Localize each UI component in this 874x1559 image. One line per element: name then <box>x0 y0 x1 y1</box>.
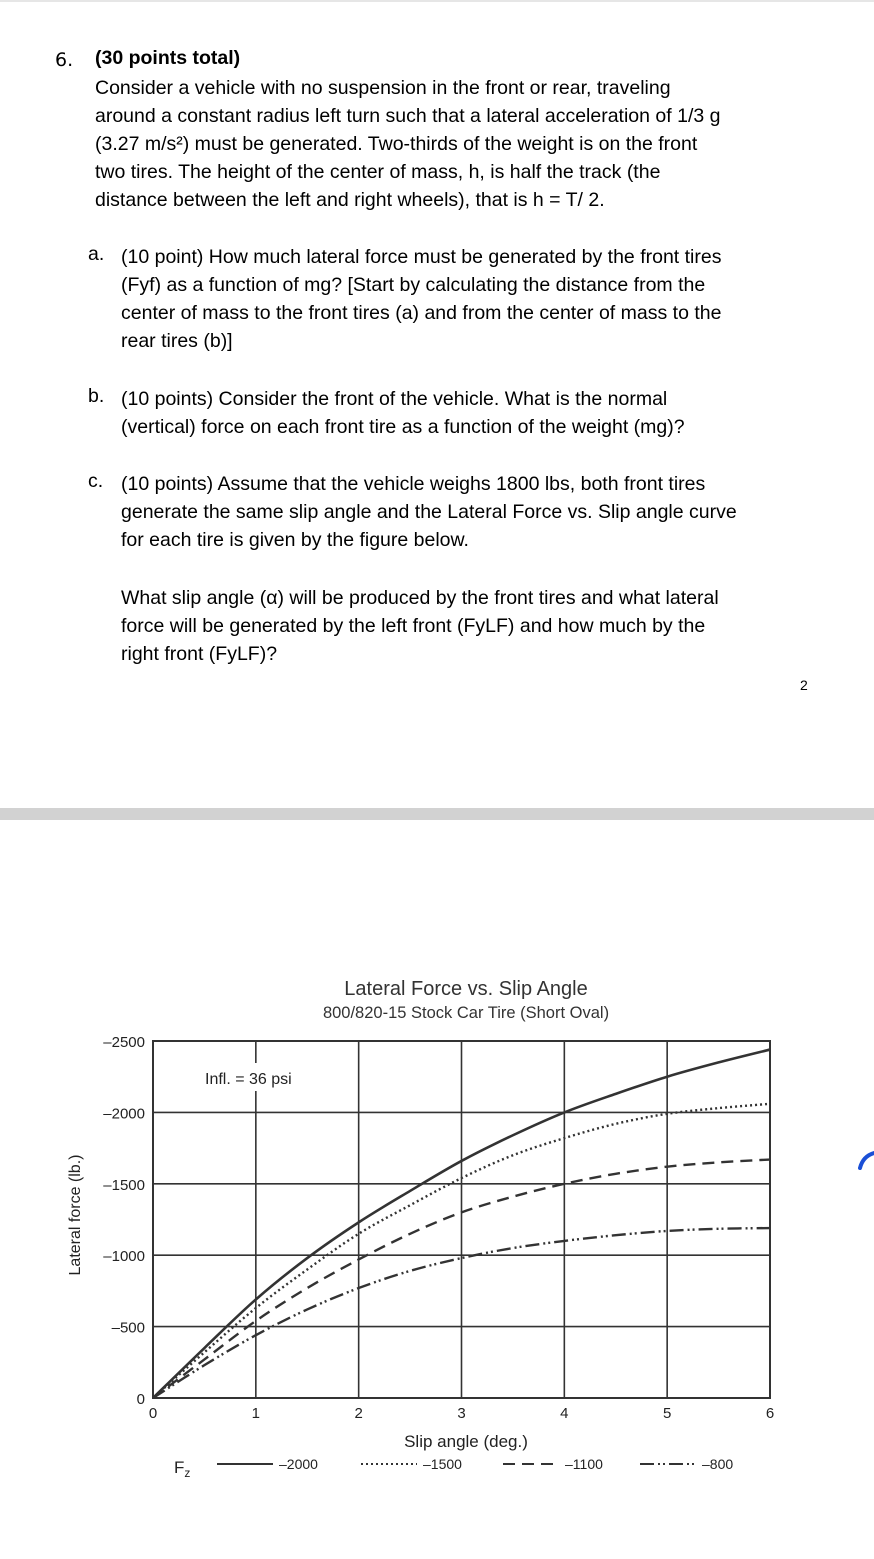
y-axis-label: Lateral force (lb.) <box>67 1154 84 1276</box>
followup-line: What slip angle (α) will be produced by the front tires and what lateral <box>121 587 719 609</box>
inflation-annotation <box>200 1063 320 1091</box>
chart-legend <box>174 1456 733 1480</box>
part-line: generate the same slip angle and the Lateral Force vs. Slip angle curve <box>121 501 737 523</box>
part-c-label: c. <box>88 470 104 492</box>
x-tick-label: 1 <box>251 1405 261 1422</box>
chart-subtitle: 800/820-15 Stock Car Tire (Short Oval) <box>322 1004 610 1022</box>
part-a-text <box>121 243 721 355</box>
part-c-text <box>121 470 737 554</box>
y-tick-label: –2000 <box>103 1105 145 1123</box>
chart-title: Lateral Force vs. Slip Angle <box>344 978 588 1000</box>
legend-label: –1500 <box>423 1456 462 1472</box>
intro-line: around a constant radius left turn such that a lateral acceleration of 1/3 g <box>95 105 721 127</box>
part-line: (Fyf) as a function of mg? [Start by calculating the distance from the <box>121 274 706 296</box>
part-b-label: b. <box>88 385 105 407</box>
page-number: 2 <box>800 677 808 693</box>
part-a-label: a. <box>88 243 105 265</box>
axis-ticks <box>103 1034 774 1422</box>
chart-grid <box>153 1041 770 1398</box>
followup-line: right front (FyLF)? <box>121 643 278 665</box>
annotation-text: Infl. = 36 psi <box>205 1071 292 1088</box>
legend-label: –2000 <box>279 1456 318 1472</box>
legend-label: –800 <box>702 1456 734 1472</box>
x-tick-label: 3 <box>457 1405 466 1422</box>
lateral-force-chart <box>0 820 874 1559</box>
part-line: (10 points) Assume that the vehicle weighs 1800 lbs, both front tires <box>121 473 706 495</box>
part-line: (10 point) How much lateral force must be generated by the front tires <box>121 246 722 268</box>
x-tick-label: 4 <box>560 1405 569 1422</box>
x-axis-label: Slip angle (deg.) <box>404 1432 528 1451</box>
y-tick-label: –2500 <box>103 1034 145 1051</box>
legend-title: $F_z$ <box>174 1458 191 1480</box>
part-b-text <box>121 385 685 441</box>
question-heading: (30 points total) <box>95 47 241 69</box>
x-tick-label: 5 <box>662 1405 672 1422</box>
intro-line: Consider a vehicle with no suspension in the front or rear, traveling <box>95 77 671 99</box>
y-tick-label: –1500 <box>103 1176 145 1194</box>
part-c-followup <box>121 584 719 668</box>
part-line: rear tires (b)] <box>121 330 233 352</box>
legend-label: –1100 <box>565 1456 603 1472</box>
intro-line: two tires. The height of the center of mass, h, is half the track (the <box>95 161 661 183</box>
intro-line: distance between the left and right wheels), that is h = T/ 2. <box>95 189 605 211</box>
part-line: for each tire is given by the figure below. <box>121 529 469 551</box>
pen-mark-icon <box>858 1150 874 1172</box>
part-line: (10 points) Consider the front of the vehicle. What is the normal <box>121 388 668 410</box>
followup-line: force will be generated by the left front (FyLF) and how much by the <box>121 615 706 637</box>
y-tick-label: 0 <box>136 1391 145 1408</box>
x-tick-label: 6 <box>765 1405 775 1422</box>
y-tick-label: –500 <box>111 1319 145 1337</box>
part-line: (vertical) force on each front tire as a function of the weight (mg)? <box>121 416 685 438</box>
page-divider <box>0 808 874 820</box>
intro-line: (3.27 m/s²) must be generated. Two-thirds of the weight is on the front <box>95 133 698 155</box>
x-tick-label: 0 <box>148 1405 158 1422</box>
question-number: 6. <box>55 49 74 71</box>
question-intro <box>95 74 720 214</box>
y-tick-label: –1000 <box>103 1248 145 1266</box>
part-line: center of mass to the front tires (a) and from the center of mass to the <box>121 302 722 324</box>
x-tick-label: 2 <box>354 1405 363 1422</box>
